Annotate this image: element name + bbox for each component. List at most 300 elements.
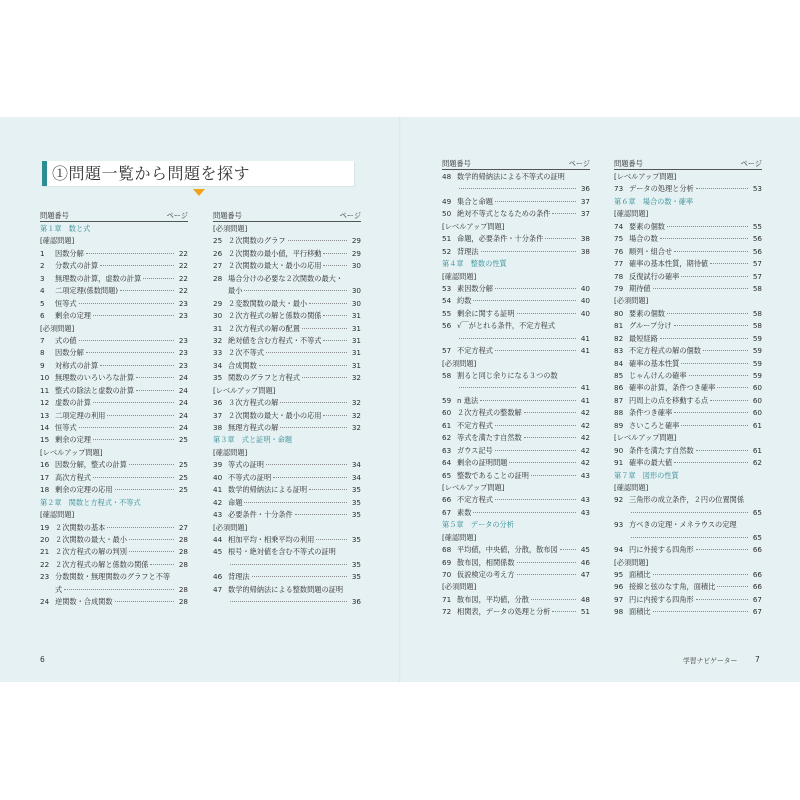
problem-number: 43 <box>213 510 223 520</box>
dot-leader <box>710 400 748 401</box>
dot-leader <box>552 611 576 612</box>
dot-leader <box>517 562 576 563</box>
index-entry <box>213 410 361 422</box>
index-entry <box>442 457 590 469</box>
right-page-number: 7 <box>755 655 760 664</box>
dot-leader <box>495 288 576 289</box>
index-entry <box>442 569 590 581</box>
problem-title: 合成関数 <box>228 360 257 370</box>
problem-number: 9 <box>40 360 45 370</box>
problem-title: 高次方程式 <box>55 472 91 482</box>
page-number: 36 <box>351 597 361 607</box>
dot-leader <box>717 586 748 587</box>
page-number: 24 <box>178 373 188 383</box>
problem-number: 5 <box>40 298 45 308</box>
dot-leader <box>459 387 576 388</box>
index-entry <box>614 594 762 606</box>
problem-number: 92 <box>614 495 624 505</box>
problem-number: 38 <box>213 423 223 432</box>
index-entry <box>614 221 762 233</box>
problem-number: 33 <box>213 348 223 358</box>
page-number: 35 <box>351 572 361 582</box>
index-entry <box>442 246 590 258</box>
index-entry <box>40 360 188 372</box>
page-number: 40 <box>580 308 590 318</box>
problem-title: ２次方程式の整数解 <box>457 408 522 418</box>
problem-number: 10 <box>40 373 50 383</box>
index-entry <box>213 235 361 247</box>
problem-title: 確率の計算，条件つき確率 <box>629 383 716 393</box>
dot-leader <box>631 512 748 513</box>
problem-title: 不定方程式 <box>457 346 493 356</box>
problem-title: じゃんけんの確率 <box>629 371 687 380</box>
page-number: 23 <box>178 360 188 370</box>
page-number: 31 <box>351 335 361 345</box>
page-number: 24 <box>178 423 188 432</box>
index-entry <box>614 320 762 332</box>
dot-leader <box>129 464 174 465</box>
title-arrow-icon <box>193 189 205 196</box>
page-number: 65 <box>752 507 762 517</box>
problem-number: 24 <box>40 597 50 607</box>
page-number: 60 <box>752 395 762 405</box>
problem-number: 40 <box>213 472 223 482</box>
problem-title: 円周上の点を移動する点 <box>629 395 709 405</box>
section-label: [必須問題] <box>614 296 649 306</box>
problem-title: 相関表，データの処理と分析 <box>457 607 551 617</box>
dot-leader <box>459 338 576 339</box>
problem-number: 1 <box>40 248 45 258</box>
index-entry <box>213 546 361 558</box>
page-number: 24 <box>178 385 188 395</box>
problem-title: 要素の個数 <box>629 308 665 318</box>
index-entry <box>40 484 188 496</box>
dot-leader <box>710 263 748 264</box>
problem-title: データの処理と分析 <box>629 184 694 194</box>
problem-number: 37 <box>213 410 223 420</box>
problem-title: 剰余の定理 <box>55 435 91 445</box>
index-entry <box>614 407 762 419</box>
index-entry <box>40 372 188 384</box>
page-number: 61 <box>752 420 762 430</box>
dot-leader <box>93 402 174 403</box>
problem-number: 44 <box>213 534 223 544</box>
page-number: 65 <box>752 532 762 542</box>
section-label: [必須問題] <box>213 522 248 532</box>
problem-number: 28 <box>213 273 223 283</box>
problem-title: ２次関数の最大・最小の応用 <box>228 261 322 271</box>
problem-number: 51 <box>442 234 452 244</box>
page-number: 59 <box>752 358 762 368</box>
problem-number: 42 <box>213 497 223 507</box>
index-entry <box>614 395 762 407</box>
problem-number: 31 <box>213 323 223 333</box>
index-entry <box>40 596 188 608</box>
problem-title: 反復試行の確率 <box>629 271 680 281</box>
problem-number: 36 <box>213 398 223 408</box>
page-number: 30 <box>351 286 361 296</box>
index-entry <box>614 370 762 382</box>
dot-leader <box>129 539 174 540</box>
problem-title: 逆関数・合成関数 <box>55 597 113 607</box>
index-entry <box>213 335 361 347</box>
index-column-4 <box>614 159 762 619</box>
problem-number: 48 <box>442 172 452 181</box>
problem-title: 不定方程式 <box>457 495 493 505</box>
page-number: 43 <box>580 495 590 505</box>
page-number: 58 <box>752 283 762 293</box>
problem-number: 89 <box>614 420 624 430</box>
dot-leader <box>323 315 347 316</box>
problem-title: ２次関数の最大・最小の応用 <box>228 410 322 420</box>
dot-leader <box>531 599 576 600</box>
problem-number: 41 <box>213 485 223 495</box>
dot-leader <box>495 450 576 451</box>
dot-leader <box>136 377 174 378</box>
page-number: 61 <box>752 445 762 455</box>
dot-leader <box>93 315 174 316</box>
dot-leader <box>681 425 748 426</box>
problem-number: 66 <box>442 495 452 505</box>
problem-title: 虚数の計算 <box>55 398 91 408</box>
index-entry <box>442 432 590 444</box>
problem-number: 85 <box>614 371 624 380</box>
dot-leader <box>481 251 576 252</box>
dot-leader <box>100 365 174 366</box>
problem-title: 関数のグラフと方程式 <box>228 373 300 383</box>
dot-leader <box>136 390 174 391</box>
problem-number: 94 <box>614 545 624 555</box>
page-number: 38 <box>580 234 590 244</box>
problem-title: √￣がとれる条件，不定方程式 <box>457 321 556 331</box>
section-label: [レベルアップ問題] <box>442 482 505 492</box>
page-number: 45 <box>580 545 590 555</box>
index-entry <box>614 507 762 519</box>
index-column-3 <box>442 159 590 619</box>
problem-number: 54 <box>442 296 452 306</box>
section-label: [レベルアップ問題] <box>442 221 505 231</box>
dot-leader <box>696 599 748 600</box>
page-number: 32 <box>351 373 361 383</box>
problem-number: 79 <box>614 283 624 293</box>
problem-number: 90 <box>614 445 624 455</box>
index-entry <box>213 273 361 285</box>
dot-leader <box>107 415 174 416</box>
index-entry <box>442 470 590 482</box>
section-label: [レベルアップ問題] <box>213 385 276 395</box>
page-number: 51 <box>580 607 590 617</box>
dot-leader <box>273 477 347 478</box>
index-entry <box>40 571 188 583</box>
problem-title: 確率の基本性質 <box>629 358 680 368</box>
page-number: 41 <box>580 346 590 356</box>
page-number: 41 <box>580 383 590 393</box>
problem-title: 二項定理(係数問題) <box>55 286 119 296</box>
dot-leader <box>667 313 748 314</box>
index-entry <box>614 183 762 195</box>
problem-title: 要素の個数 <box>629 221 665 231</box>
problem-title: ２次方程式の解の配置 <box>228 323 300 333</box>
dot-leader <box>703 350 748 351</box>
dot-leader <box>524 437 576 438</box>
problem-title: 無理数の計算，虚数の計算 <box>55 273 142 283</box>
problem-number: 81 <box>614 321 624 331</box>
problem-number: 62 <box>442 433 452 443</box>
dot-leader <box>107 527 174 528</box>
section-label: [確認問題] <box>442 271 477 281</box>
header-page-label: ページ <box>166 211 188 220</box>
chapter-heading: 第３章 式と証明・命題 <box>213 435 293 445</box>
problem-title: 不定方程式 <box>457 420 493 430</box>
index-entry <box>40 434 188 446</box>
problem-number: 57 <box>442 346 452 356</box>
dot-leader <box>79 427 174 428</box>
problem-number: 82 <box>614 333 624 343</box>
page-number: 25 <box>178 472 188 482</box>
problem-title: 集合と命題 <box>457 196 493 206</box>
problem-title: 割ると同じ余りになる３つの数 <box>457 371 558 380</box>
index-entry <box>40 397 188 409</box>
problem-title: 分数関数・無理関数のグラフと不等 <box>55 572 171 582</box>
dot-leader <box>323 253 347 254</box>
dot-leader <box>244 290 347 291</box>
section-label: [必須問題] <box>614 557 649 567</box>
index-entry <box>442 233 590 245</box>
dot-leader <box>681 363 748 364</box>
index-entry <box>442 606 590 618</box>
page-number: 31 <box>351 348 361 358</box>
problem-number: 49 <box>442 196 452 206</box>
problem-number: 88 <box>614 408 624 418</box>
problem-number: 74 <box>614 221 624 231</box>
page-number: 57 <box>752 271 762 281</box>
problem-title: 素因数分解 <box>457 283 493 293</box>
chapter-heading: 第５章 データの分析 <box>442 520 514 530</box>
index-entry <box>40 472 188 484</box>
index-entry <box>213 397 361 409</box>
problem-title: さいころと確率 <box>629 420 680 430</box>
problem-title: 式の値 <box>55 335 77 345</box>
problem-number: 56 <box>442 321 452 331</box>
index-entry <box>614 494 762 506</box>
dot-leader <box>653 611 748 612</box>
column-header <box>614 159 762 170</box>
section-label: [確認問題] <box>213 447 248 457</box>
index-entry <box>40 248 188 260</box>
problem-title: 最小 <box>228 286 243 296</box>
page-number: 29 <box>351 236 361 246</box>
problem-title: 命題，必要条件・十分条件 <box>457 234 544 244</box>
index-entry <box>213 323 361 335</box>
page-number: 37 <box>580 196 590 206</box>
page-number: 34 <box>351 460 361 470</box>
index-entry <box>40 459 188 471</box>
problem-title: 場合分けの必要な２次関数の最大・ <box>228 273 344 283</box>
problem-number: 64 <box>442 458 452 468</box>
problem-number: 23 <box>40 572 50 582</box>
problem-number: 21 <box>40 547 50 557</box>
index-entry <box>614 358 762 370</box>
problem-title: 接線と弦のなす角，面積比 <box>629 582 716 592</box>
index-entry <box>40 546 188 558</box>
index-entry <box>40 559 188 571</box>
index-entry <box>442 308 590 320</box>
problem-number: 15 <box>40 435 50 445</box>
index-entry <box>442 171 590 183</box>
problem-title: 等式を満たす自然数 <box>457 433 522 443</box>
page-number: 41 <box>580 395 590 405</box>
problem-title: ２次関数の最大・最小 <box>55 534 127 544</box>
page-number: 27 <box>178 522 188 532</box>
problem-number: 75 <box>614 234 624 244</box>
index-entry <box>442 507 590 519</box>
index-entry <box>213 360 361 372</box>
page-number: 59 <box>752 333 762 343</box>
problem-title: 根号・絶対値を含む不等式の証明 <box>228 547 336 557</box>
chapter-heading: 第７章 図形の性質 <box>614 470 679 480</box>
problem-title: 式 <box>55 584 63 594</box>
dot-leader <box>674 412 748 413</box>
problem-number: 76 <box>614 246 624 256</box>
page-number: 46 <box>580 557 590 567</box>
dot-leader <box>689 375 748 376</box>
problem-title: 無理数のいろいろな計算 <box>55 373 135 383</box>
chapter-heading: 第２章 関数と方程式・不等式 <box>40 497 141 507</box>
index-entry <box>442 544 590 556</box>
problem-number: 96 <box>614 582 624 592</box>
page-number: 29 <box>351 248 361 258</box>
index-entry <box>614 345 762 357</box>
dot-leader <box>674 251 748 252</box>
page-number: 55 <box>752 221 762 231</box>
problem-title: 背理法 <box>228 572 250 582</box>
page-number: 36 <box>580 184 590 194</box>
page-number: 62 <box>752 458 762 468</box>
dot-leader <box>316 539 347 540</box>
problem-title: ３次方程式の解 <box>228 398 279 408</box>
dot-leader <box>79 303 174 304</box>
problem-number: 50 <box>442 209 452 219</box>
index-column-1 <box>40 211 188 609</box>
problem-number: 30 <box>213 311 223 321</box>
page-number: 43 <box>580 507 590 517</box>
index-entry <box>442 283 590 295</box>
problem-number: 18 <box>40 485 50 495</box>
dot-leader <box>631 537 748 538</box>
problem-title: 平均値，中央値，分散，散布図 <box>457 545 558 555</box>
index-entry <box>442 420 590 432</box>
problem-title: 恒等式 <box>55 298 77 308</box>
problem-number: 35 <box>213 373 223 383</box>
problem-title: n 進法 <box>457 395 479 405</box>
index-entry <box>213 559 361 571</box>
problem-title: ２次関数の最小値，平行移動 <box>228 248 322 258</box>
column-header <box>442 159 590 170</box>
index-entry <box>213 310 361 322</box>
problem-title: 等式の証明 <box>228 460 264 470</box>
page-number: 42 <box>580 420 590 430</box>
page-number: 42 <box>580 433 590 443</box>
dot-leader <box>150 564 174 565</box>
problem-title: ２変数関数の最大・最小 <box>228 298 308 308</box>
dot-leader <box>295 514 347 515</box>
dot-leader <box>667 226 748 227</box>
index-entry <box>442 370 590 382</box>
problem-title: 整数であることの証明 <box>457 470 529 480</box>
page-number: 25 <box>178 485 188 495</box>
problem-number: 20 <box>40 534 50 544</box>
problem-number: 61 <box>442 420 452 430</box>
index-entry <box>442 407 590 419</box>
page-number: 28 <box>178 597 188 607</box>
dot-leader <box>280 402 347 403</box>
dot-leader <box>323 415 347 416</box>
page-number: 31 <box>351 360 361 370</box>
section-label: [確認問題] <box>614 482 649 492</box>
dot-leader <box>660 338 748 339</box>
page-number: 28 <box>178 559 188 569</box>
index-entry <box>213 472 361 484</box>
index-entry <box>40 335 188 347</box>
problem-number: 69 <box>442 557 452 567</box>
problem-number: 22 <box>40 559 50 569</box>
problem-number: 39 <box>213 460 223 470</box>
problem-title: 方べきの定理・メネラウスの定理 <box>629 520 737 530</box>
title-accent-bar <box>42 161 47 186</box>
dot-leader <box>674 325 748 326</box>
header-number-label: 問題番号 <box>614 159 643 168</box>
page-number: 25 <box>178 460 188 470</box>
problem-number: 80 <box>614 308 624 318</box>
index-entry <box>40 385 188 397</box>
index-entry <box>614 420 762 432</box>
problem-number: 84 <box>614 358 624 368</box>
problem-number: 4 <box>40 286 45 296</box>
index-entry <box>213 571 361 583</box>
problem-title: 散布図，相関係数 <box>457 557 515 567</box>
index-entry <box>614 457 762 469</box>
problem-title: 条件つき確率 <box>629 408 673 418</box>
index-entry <box>614 544 762 556</box>
problem-number: 12 <box>40 398 50 408</box>
index-entry <box>213 584 361 596</box>
page-number: 22 <box>178 248 188 258</box>
problem-number: 17 <box>40 472 50 482</box>
problem-title: 面積比 <box>629 607 651 617</box>
header-page-label: ページ <box>568 159 590 168</box>
problem-number: 68 <box>442 545 452 555</box>
problem-title: ガウス記号 <box>457 445 493 455</box>
page-number: 48 <box>580 594 590 604</box>
problem-title: 仮説検定の考え方 <box>457 570 515 579</box>
index-entry <box>213 260 361 272</box>
section-label: [確認問題] <box>40 510 75 520</box>
header-number-label: 問題番号 <box>442 159 471 168</box>
index-entry <box>442 445 590 457</box>
index-entry <box>213 347 361 359</box>
running-title: 学習ナビゲーター <box>683 657 738 665</box>
page-number: 31 <box>351 311 361 321</box>
chapter-heading: 第１章 数と式 <box>40 224 91 233</box>
problem-title: 数学的帰納法による不等式の証明 <box>457 172 565 181</box>
chapter-heading: 第６章 場合の数・確率 <box>614 196 694 206</box>
dot-leader <box>495 499 576 500</box>
column-header <box>40 211 188 222</box>
dot-leader <box>696 549 748 550</box>
problem-title: 面積比 <box>629 570 651 579</box>
dot-leader <box>552 213 576 214</box>
page-number: 67 <box>752 594 762 604</box>
